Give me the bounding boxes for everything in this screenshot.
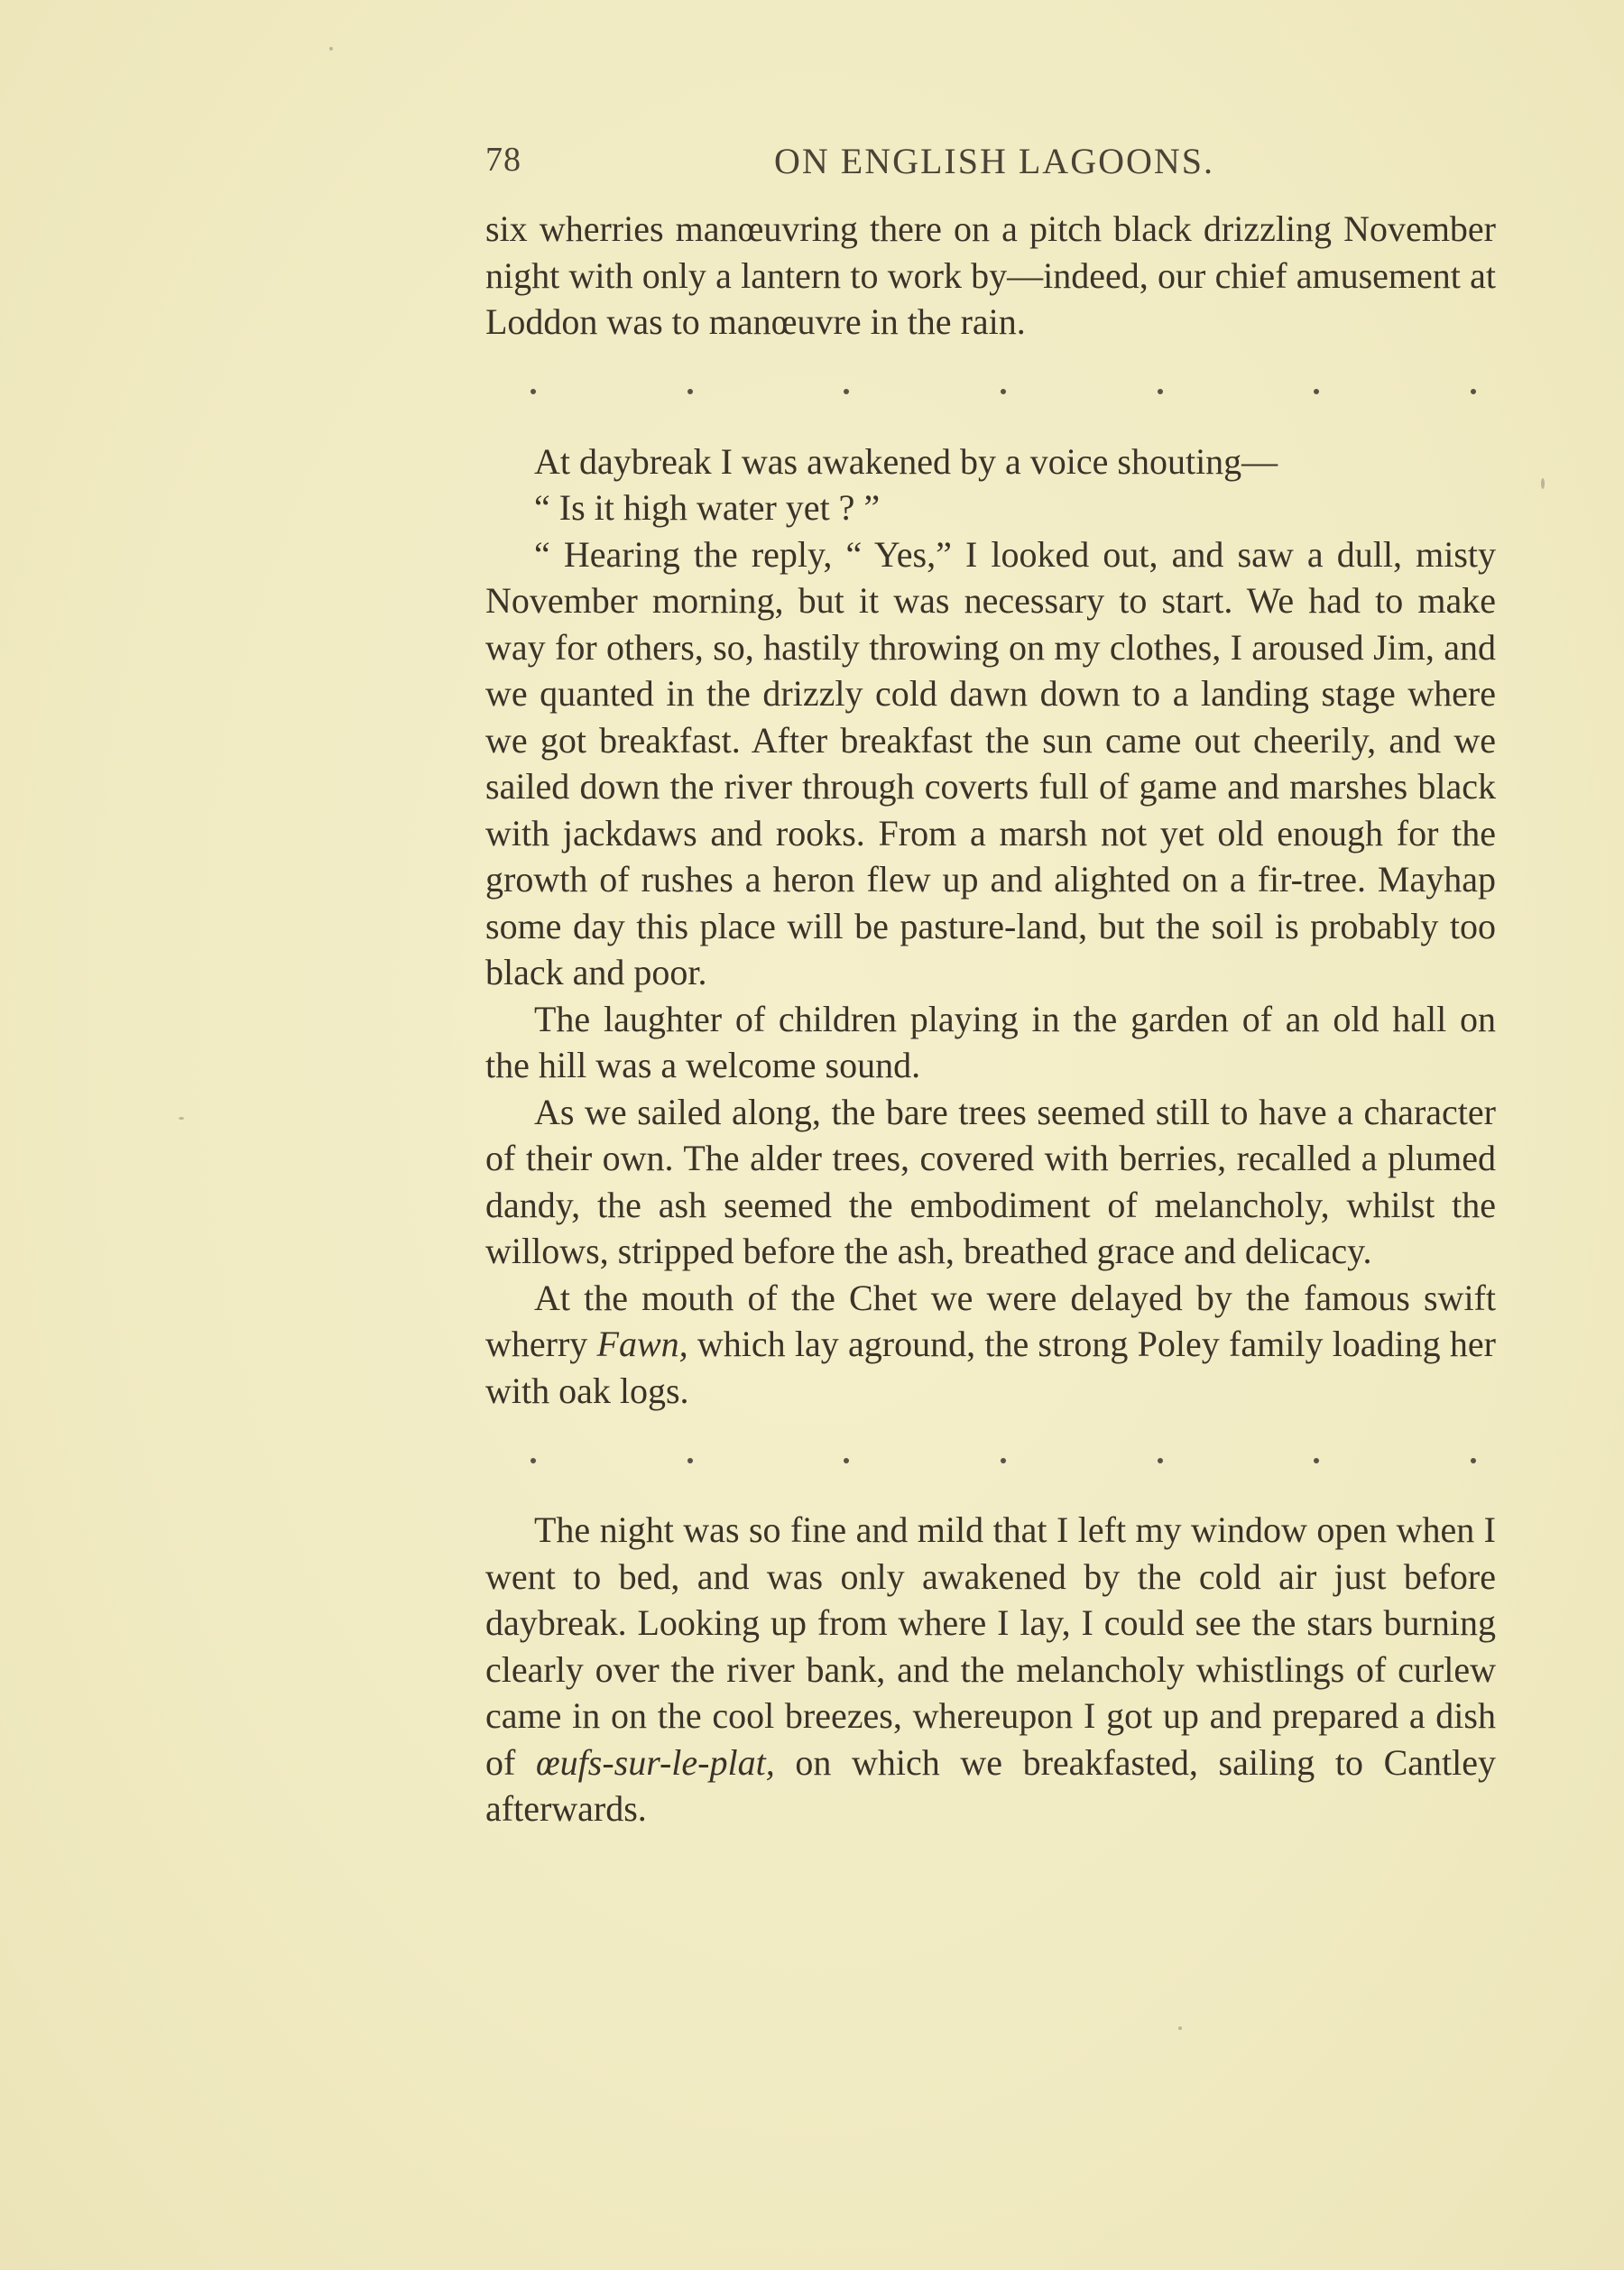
body-text (485, 206, 1496, 1832)
paragraph-quote: “ Is it high water yet ? ” (534, 487, 881, 528)
text-run: which lay aground, the strong Poley family loading her with oak logs. (485, 1324, 1496, 1411)
paragraph: As we sailed along, the bare trees seemed still to have a character of their own. The alder trees, covered with berries, recalled a plumed dandy, the ash seemed the embodiment of melancholy, whilst the willows, stripped before the ash, breathed grace and delicacy. (485, 1091, 1496, 1271)
paper-speck (1178, 2026, 1182, 2030)
paragraph (485, 1275, 1496, 1415)
dot (687, 1458, 693, 1463)
dot (531, 1458, 536, 1463)
dot (844, 1458, 849, 1463)
dot (844, 389, 849, 394)
dot (1001, 389, 1006, 394)
dot (1158, 1458, 1163, 1463)
paragraph: At daybreak I was awakened by a voice shouting— (534, 440, 1278, 482)
running-title: ON ENGLISH LAGOONS. (774, 141, 1214, 181)
paper-speck (1541, 478, 1545, 489)
ship-name: Fawn, (596, 1324, 688, 1364)
dot (1471, 389, 1476, 394)
text-run: The night was so fine and mild that I left my window open when I went to bed, and was only awakened by the cold air just before daybreak. Looking up from where I lay, I could see the stars burning clearly over the river bank, and the melancholy whistlings of curlew came in on the cool breezes, whereupon I got up and prepared a dish of (485, 1509, 1496, 1783)
text-run: At the mouth of the Chet we were delayed by the famous swift wherry (485, 1277, 1496, 1364)
paragraph (485, 1507, 1496, 1832)
paragraph: The laughter of children playing in the garden of an old hall on the hill was a welcome sound. (485, 998, 1496, 1085)
dot (1314, 389, 1319, 394)
dot (1314, 1458, 1319, 1463)
page-number: 78 (485, 141, 521, 179)
dish-name: œufs-sur-le-plat, (535, 1741, 775, 1783)
page-header (485, 140, 1496, 194)
section-break-dots (485, 1414, 1496, 1507)
text-run: on which we breakfasted, sailing to Cantley afterwards. (485, 1741, 1496, 1829)
dot (1158, 389, 1163, 394)
dot (1471, 1458, 1476, 1463)
dot (1001, 1458, 1006, 1463)
paper-speck (179, 1117, 184, 1120)
dot (687, 389, 693, 394)
dot (531, 389, 536, 394)
section-break-dots (485, 346, 1496, 438)
paper-speck (329, 47, 333, 51)
paragraph: “ Hearing the reply, “ Yes,” I looked out, and saw a dull, misty November morning, but it was necessary to start. We had to make way for others, so, hastily throwing on my clothes, I aroused Jim, and we quanted in the drizzly cold dawn down to a landing stage where we got breakfast. After breakfast the sun came out cheerily, and we sailed down the river through coverts full of game and marshes black with jackdaws and rooks. From a marsh not yet old enough for the growth of rushes a heron flew up and alighted on a fir-tree. Mayhap some day this place will be pasture-land, but the soil is probably too black and poor. (485, 533, 1496, 992)
paragraph-continuation: six wherries manœuvring there on a pitch black drizzling November night with only a lantern to work by—indeed, our chief amusement at Loddon was to manœuvre in the rain. (485, 208, 1496, 342)
